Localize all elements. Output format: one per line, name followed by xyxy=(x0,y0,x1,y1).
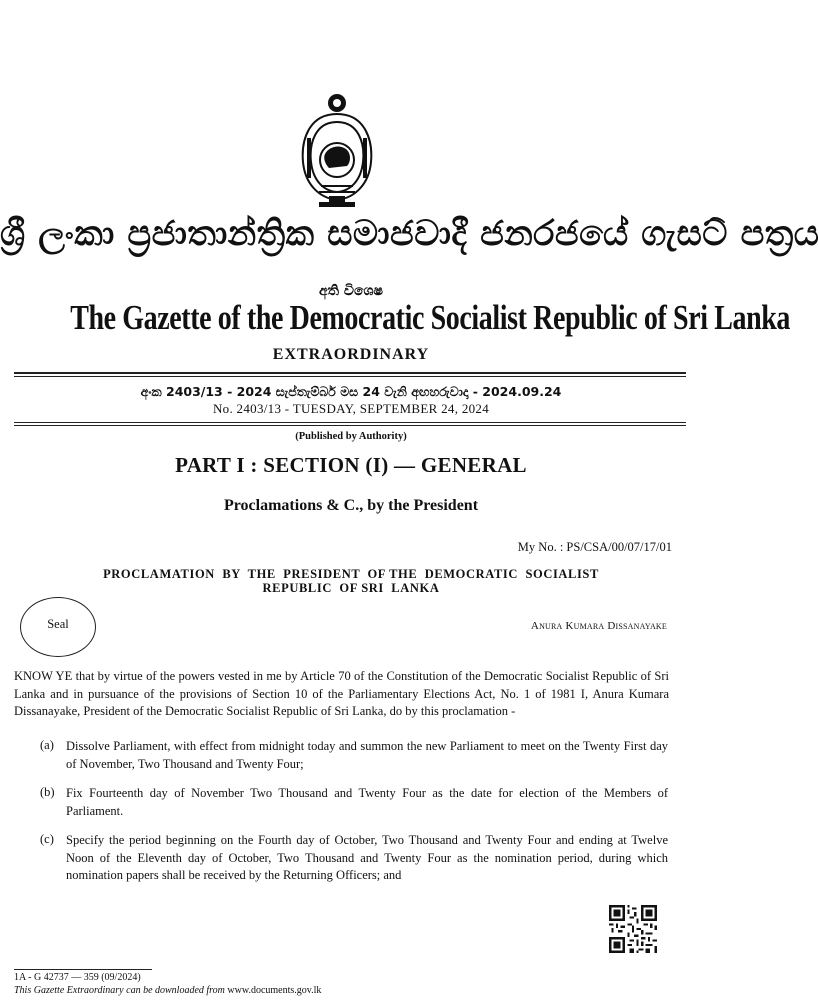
header-rule xyxy=(14,425,686,426)
proclamation-title xyxy=(0,567,702,595)
reference-number: My No. : PS/CSA/00/07/17/01 xyxy=(517,540,672,554)
list-item-text: Fix Fourteenth day of November Two Thousand and Twenty Four as the date for election of the Members of Parliament. xyxy=(66,786,668,818)
list-item-text: Dissolve Parliament, with effect from midnight today and summon the new Parliament to meet on the Twenty First day of November, Two Thousand and Twenty Four; xyxy=(66,739,668,771)
footer-note-text: This Gazette Extraordinary can be downloaded from xyxy=(14,985,225,996)
intro-paragraph: KNOW YE that by virtue of the powers vested in me by Article 70 of the Constitution of the Democratic Socialist Republic of Sri Lanka and in pursuance of the provisions of Section 10 of the Parliamentary Elections Act, No. 1 of 1981 I, Anura Kumara Dissanayake, President of the Democratic Socialist Republic of Sri Lanka, do by this proclamation - xyxy=(14,669,669,718)
list-item-label: (c) xyxy=(40,832,54,846)
list-item-text: Specify the period beginning on the Fourth day of October, Two Thousand and Twenty Four and ending at Twelve Noon of the Eleventh day of October, Two Thousand and Twenty Four as the nomination period, during which nomination papers shall be received by the Returning Officers; and xyxy=(66,833,668,882)
issue-line-sinhala: අංක 2403/13 - 2024 සැප්තැම්බර් මස 24 වැනි අඟහරුවාදා - 2024.09.24 xyxy=(140,384,562,399)
seal-label: Seal xyxy=(47,617,69,631)
qr-code-icon[interactable] xyxy=(609,905,657,953)
footer-note xyxy=(14,985,321,996)
footer-url-link[interactable]: www.documents.gov.lk xyxy=(227,985,322,996)
list-item-label: (b) xyxy=(40,785,55,799)
gazette-title: The Gazette of the Democratic Socialist Republic of Sri Lanka xyxy=(70,298,791,337)
sinhala-gazette-title: ශ්‍රී ලංකා ප්‍රජාතාන්ත්‍රික සමාජවාදී ජනරජයේ ගැසට් පත්‍රය xyxy=(0,214,819,254)
edition-label: EXTRAORDINARY xyxy=(272,346,430,363)
footer-rule xyxy=(14,969,152,970)
published-by-authority: (Published by Authority) xyxy=(295,431,407,442)
list-item-label: (a) xyxy=(40,738,54,752)
header-rule xyxy=(14,372,686,374)
proclamation-title-line: REPUBLIC OF SRI LANKA xyxy=(262,581,440,595)
header-rule xyxy=(14,422,686,423)
section-heading: Proclamations & C., by the President xyxy=(223,497,479,514)
proclamation-title-line: PROCLAMATION BY THE PRESIDENT OF THE DEMOCRATIC SOCIALIST xyxy=(103,567,599,581)
sinhala-subtitle: අති විශෙෂ xyxy=(319,283,383,299)
sri-lanka-emblem-icon xyxy=(289,92,385,208)
header-rule xyxy=(14,376,686,377)
signer-name: Anura Kumara Dissanayake xyxy=(530,620,667,632)
footer-code: 1A - G 42737 — 359 (09/2024) xyxy=(14,972,141,983)
issue-line-english: No. 2403/13 - TUESDAY, SEPTEMBER 24, 2024 xyxy=(212,401,490,416)
part-heading: PART I : SECTION (I) — GENERAL xyxy=(175,453,527,477)
